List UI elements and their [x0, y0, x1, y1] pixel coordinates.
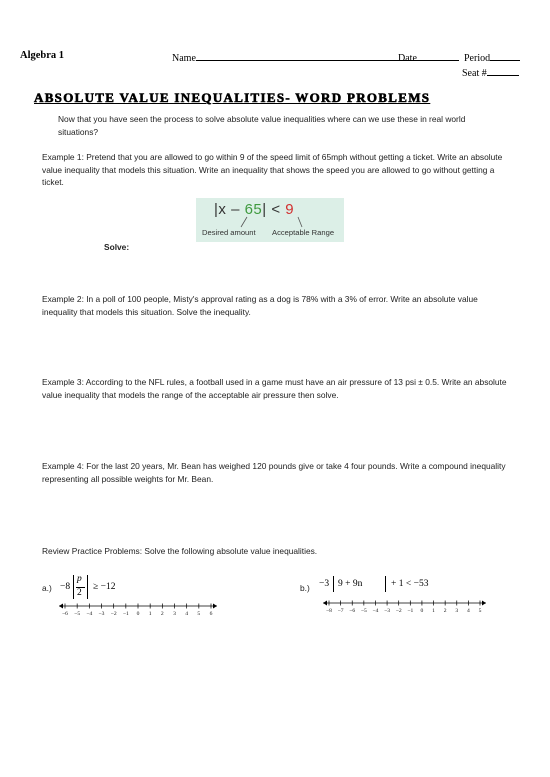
number-line-b[interactable]	[322, 598, 487, 608]
caption-acceptable-range: Acceptable Range	[272, 228, 335, 237]
worksheet-title: ABSOLUTE VALUE INEQUALITIES- WORD PROBLEMS	[34, 90, 431, 105]
course-label: Algebra 1	[20, 50, 65, 61]
review-heading: Review Practice Problems: Solve the following absolute value inequalities.	[42, 546, 318, 556]
problem-a-numerator: p	[77, 574, 82, 584]
seat-label: Seat #	[462, 68, 487, 79]
equation-desired-value: 65	[244, 201, 263, 218]
period-blank[interactable]	[490, 50, 520, 61]
example-1: Example 1: Pretend that you are allowed to go within 9 of the speed limit of 65mph without getting a ticket. Write an absolute value inequality that models this situation. Write an inequality that shows the speed you are allowed to go without getting a ticket.	[42, 152, 503, 188]
number-line-b-labels	[322, 608, 487, 616]
period-label: Period	[464, 53, 491, 64]
number-line-a-tick-label: 2	[160, 611, 164, 617]
number-line-b-tick-label: 4	[466, 608, 470, 614]
problem-b-rest: + 1 < −53	[391, 579, 429, 589]
number-line-b-tick-label: −4	[372, 608, 379, 614]
number-line-b-tick-label: −7	[337, 608, 344, 614]
date-label: Date	[398, 53, 417, 64]
name-field	[172, 50, 422, 64]
equation-lhs-suffix: | <	[262, 201, 286, 218]
problem-b-abs-right	[385, 576, 386, 592]
caption-desired-amount: Desired amount	[202, 228, 256, 237]
problem-b-abs-left	[333, 576, 334, 592]
number-line-a-tick-label: −2	[110, 611, 117, 617]
number-line-a-tick-label: 1	[148, 611, 152, 617]
intro-paragraph: Now that you have seen the process to solve absolute value inequalities where can we use these in real world situations?	[58, 114, 466, 137]
problem-a-abs-left	[73, 575, 74, 599]
problem-a-label: a.)	[42, 583, 52, 593]
date-blank[interactable]	[417, 50, 459, 61]
example-2: Example 2: In a poll of 100 people, Misty's approval rating as a dog is 78% with a 3% of error. Write an absolute value inequality that models this situation. Solve the inequality.	[42, 294, 478, 317]
period-field	[464, 50, 520, 64]
number-line-a-arrow-left	[59, 604, 63, 609]
number-line-b-tick-label: 2	[443, 608, 447, 614]
number-line-a-tick-label: 6	[209, 611, 213, 617]
number-line-a-tick-label: 4	[185, 611, 189, 617]
date-field	[398, 50, 459, 64]
solve-label: Solve:	[104, 242, 130, 252]
number-line-a[interactable]	[58, 601, 218, 611]
number-line-a-tick-label: 3	[173, 611, 176, 617]
equation-range-value: 9	[285, 201, 295, 218]
number-line-b-tick-label: 1	[432, 608, 435, 614]
seat-blank[interactable]	[487, 65, 519, 76]
problem-b-inside: 9 + 9n	[338, 579, 363, 589]
equation-illustration	[196, 198, 344, 242]
number-line-a-tick-label: 0	[136, 611, 140, 617]
equation-lhs-prefix: |x –	[214, 201, 245, 218]
number-line-a-tick-label: −3	[98, 611, 105, 617]
number-line-a-arrow-right	[213, 604, 217, 609]
number-line-a-tick-label: −1	[122, 611, 129, 617]
name-blank[interactable]	[196, 50, 422, 61]
problem-a-coefficient: −8	[60, 582, 71, 592]
number-line-b-arrow-right	[482, 601, 486, 606]
problem-b-label: b.)	[300, 583, 310, 593]
number-line-a-tick-label: −6	[62, 611, 68, 617]
problem-a-inequality: ≥ −12	[93, 582, 116, 592]
problem-a-denominator: 2	[77, 588, 82, 598]
problem-b-coefficient: −3	[319, 579, 330, 589]
name-label: Name	[172, 53, 196, 64]
number-line-b-tick-label: −8	[326, 608, 332, 614]
number-line-b-tick-label: −2	[395, 608, 402, 614]
number-line-b-tick-label: −5	[360, 608, 367, 614]
number-line-b-tick-label: 5	[478, 608, 482, 614]
problem-a-abs-right	[87, 575, 88, 599]
number-line-b-tick-label: −1	[407, 608, 414, 614]
number-line-b-arrow-left	[323, 601, 327, 606]
number-line-a-labels	[58, 611, 218, 619]
seat-field	[462, 65, 519, 79]
number-line-b-tick-label: 3	[455, 608, 459, 614]
example-4: Example 4: For the last 20 years, Mr. Bean has weighed 120 pounds give or take 4 four pounds. Write a compound inequality representing all possible weights for Mr. Bean.	[42, 461, 506, 484]
number-line-b-tick-label: −3	[384, 608, 391, 614]
number-line-a-tick-label: −4	[86, 611, 93, 617]
number-line-a-tick-label: 5	[197, 611, 201, 617]
number-line-b-tick-label: 0	[420, 608, 424, 614]
example-3: Example 3: According to the NFL rules, a football used in a game must have an air pressure of 13 psi ± 0.5. Write an absolute value inequality that models the range of the acceptable air pressure then solve.	[42, 377, 507, 400]
number-line-a-tick-label: −5	[74, 611, 81, 617]
number-line-b-tick-label: −6	[349, 608, 356, 614]
